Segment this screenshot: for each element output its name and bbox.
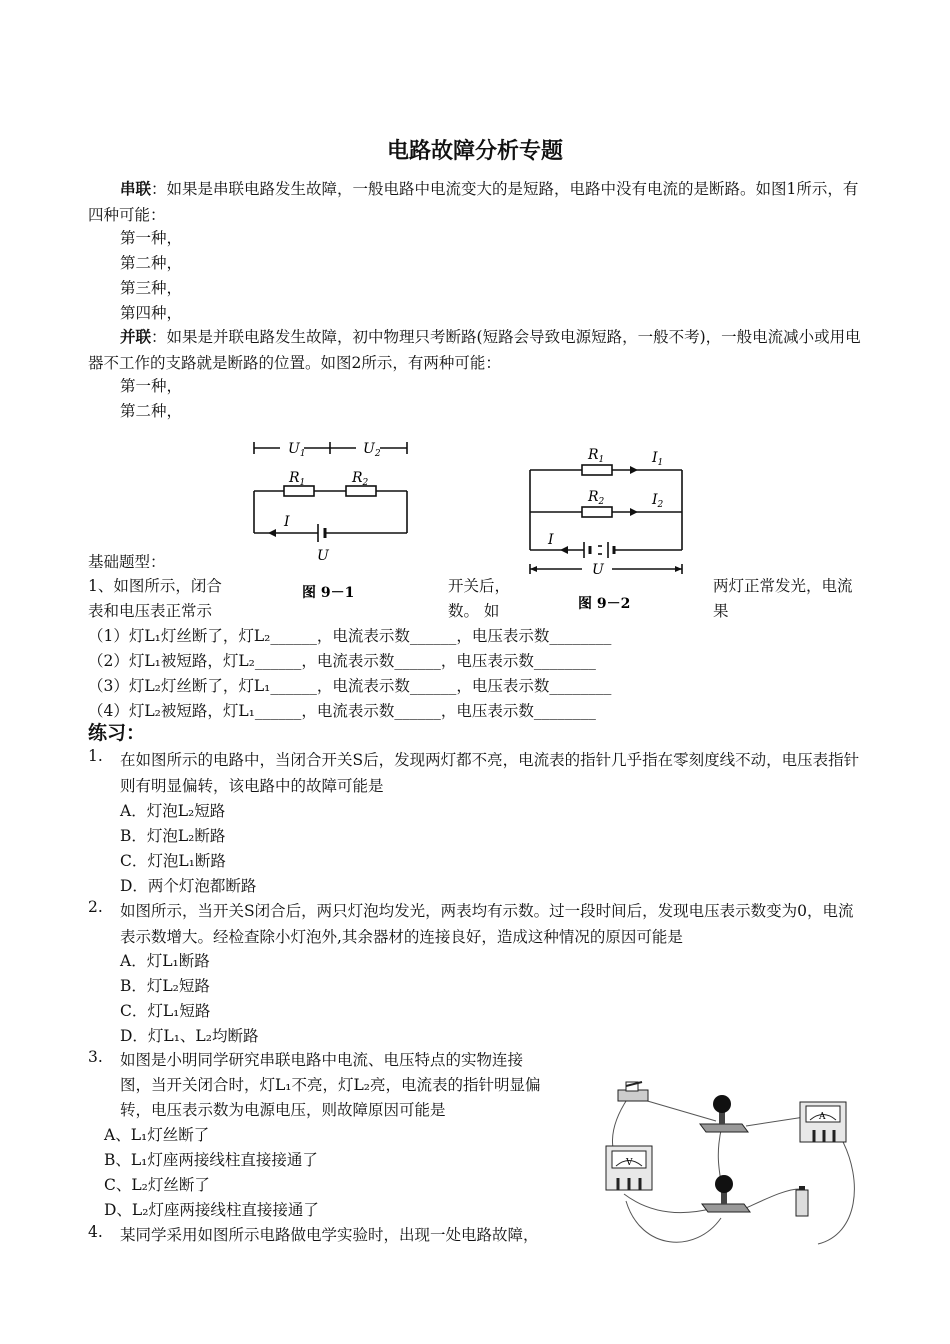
q3-option-b: B、L₁灯座两接线柱直接接通了 bbox=[104, 1151, 318, 1169]
basic-intro-c1: 两灯正常发光，电流 bbox=[713, 577, 853, 595]
q3-option-c: C、L₂灯丝断了 bbox=[104, 1176, 210, 1194]
basic-heading: 基础题型： bbox=[88, 553, 166, 571]
figure2-caption: 图 9－2 bbox=[578, 596, 631, 612]
series-option-3: 第三种， bbox=[120, 279, 183, 297]
series-option-1: 第一种， bbox=[120, 229, 183, 247]
parallel-label: 并联 bbox=[120, 328, 152, 346]
q2-option-d: D．灯L₁、L₂均断路 bbox=[120, 1027, 259, 1045]
q3-line-1: 如图是小明同学研究串联电路中电流、电压特点的实物连接 bbox=[120, 1051, 524, 1069]
q2-option-b: B．灯L₂短路 bbox=[120, 977, 210, 995]
figure1-r2-label: $R_2$ bbox=[352, 470, 369, 488]
current-arrow-icon bbox=[268, 529, 276, 537]
current-arrow-icon bbox=[630, 466, 638, 474]
q1-option-d: D．两个灯泡都断路 bbox=[120, 877, 257, 895]
q2-text: 如图所示，当开关S闭合后，两只灯泡均发光，两表均有示数。过一段时间后，发现电压表示数变为0，电流表示数增大。经检查除小灯泡外,其余器材的连接良好，造成这种情况的原因可能是 bbox=[120, 902, 854, 946]
ammeter-icon bbox=[800, 1102, 846, 1142]
parallel-option-2: 第二种， bbox=[120, 402, 183, 420]
figure-9-1-series-circuit bbox=[244, 436, 414, 606]
basic-item-4: （4）灯L₂被短路，灯L₁______，电流表示数______，电压表示数________ bbox=[88, 702, 596, 720]
figure2-i2-label: $I_2$ bbox=[652, 492, 664, 510]
q1-option-a: A．灯泡L₂短路 bbox=[120, 802, 226, 820]
q2-option-a: A．灯L₁断路 bbox=[120, 952, 210, 970]
parallel-text: ：如果是并联电路发生故障，初中物理只考断路(短路会导致电源短路，一般不考)，一般电流减小或用电器不工作的支路就是断路的位置。如图2所示，有两种可能： bbox=[88, 328, 861, 372]
figure-9-2-parallel-circuit bbox=[522, 442, 698, 617]
figure2-u-label: U bbox=[592, 562, 604, 578]
battery-icon bbox=[796, 1186, 808, 1216]
bulb-l2-icon bbox=[702, 1175, 750, 1212]
figure2-i1-label: $I_1$ bbox=[652, 450, 664, 468]
q3-option-a: A、L₁灯丝断了 bbox=[104, 1126, 210, 1144]
q3-number: 3. bbox=[88, 1048, 103, 1066]
exercise-heading: 练习： bbox=[88, 722, 146, 744]
basic-intro-b1: 开关后， bbox=[448, 577, 511, 595]
q2-option-c: C．灯L₁短路 bbox=[120, 1002, 211, 1020]
arrow-left-icon bbox=[530, 566, 537, 572]
series-paragraph bbox=[88, 176, 863, 228]
basic-intro-c2: 果 bbox=[713, 602, 729, 620]
ammeter-label: A bbox=[819, 1112, 826, 1122]
voltmeter-icon bbox=[606, 1146, 652, 1190]
physical-circuit-illustration bbox=[596, 1076, 866, 1254]
figure1-u-label: U bbox=[317, 548, 329, 564]
q1-option-c: C．灯泡L₁断路 bbox=[120, 852, 226, 870]
q3-line-2: 图，当开关闭合时，灯L₁不亮，灯L₂亮，电流表的指针明显偏 bbox=[120, 1076, 541, 1094]
series-option-4: 第四种， bbox=[120, 304, 183, 322]
figure1-caption: 图 9－1 bbox=[302, 585, 355, 601]
figure2-r1-label: $R_1$ bbox=[588, 447, 605, 465]
series-option-2: 第二种， bbox=[120, 254, 183, 272]
figure2-r2-label: $R_2$ bbox=[588, 489, 605, 507]
bulb-l1-icon bbox=[700, 1095, 748, 1132]
q4-number: 4. bbox=[88, 1223, 103, 1241]
voltmeter-label: V bbox=[626, 1158, 633, 1168]
q2-number: 2. bbox=[88, 898, 103, 916]
basic-item-3: （3）灯L₂灯丝断了，灯L₁______，电流表示数______，电压表示数________ bbox=[88, 677, 612, 695]
figure2-i-label: I bbox=[548, 532, 554, 548]
q1-number: 1. bbox=[88, 747, 103, 765]
q1-text: 在如图所示的电路中，当闭合开关S后，发现两灯都不亮，电流表的指针几乎指在零刻度线不动，电压表指针则有明显偏转，该电路中的故障可能是 bbox=[120, 751, 860, 795]
basic-item-1: （1）灯L₁灯丝断了，灯L₂______，电流表示数______，电压表示数________ bbox=[88, 627, 612, 645]
figure1-u2-label: $U_2$ bbox=[363, 441, 381, 459]
figure1-r1-label: $R_1$ bbox=[289, 470, 306, 488]
current-arrow-icon bbox=[560, 546, 568, 554]
q3-option-d: D、L₂灯座两接线柱直接接通了 bbox=[104, 1201, 319, 1219]
q4-text: 某同学采用如图所示电路做电学实验时，出现一处电路故障， bbox=[120, 1226, 539, 1244]
series-label: 串联 bbox=[120, 180, 152, 198]
q1-option-b: B．灯泡L₂断路 bbox=[120, 827, 226, 845]
q3-line-3: 转，电压表示数为电源电压，则故障原因可能是 bbox=[120, 1101, 446, 1119]
parallel-paragraph bbox=[88, 324, 863, 376]
basic-intro-b2: 数。 如 bbox=[448, 602, 500, 620]
current-arrow-icon bbox=[630, 508, 638, 516]
figure1-i-label: I bbox=[284, 514, 290, 530]
figure1-u1-label: $U_1$ bbox=[288, 441, 306, 459]
basic-item-2: （2）灯L₁被短路，灯L₂______，电流表示数______，电压表示数________ bbox=[88, 652, 596, 670]
page-title: 电路故障分析专题 bbox=[386, 139, 563, 164]
arrow-right-icon bbox=[675, 566, 682, 572]
basic-intro-a2: 表和电压表正常示 bbox=[88, 602, 213, 620]
basic-intro-a1: 1、如图所示，闭合 bbox=[88, 577, 222, 595]
parallel-option-1: 第一种， bbox=[120, 377, 183, 395]
series-text: ：如果是串联电路发生故障，一般电路中电流变大的是短路，电路中没有电流的是断路。如图1所示，有四种可能： bbox=[88, 180, 859, 224]
switch-icon bbox=[618, 1082, 648, 1101]
